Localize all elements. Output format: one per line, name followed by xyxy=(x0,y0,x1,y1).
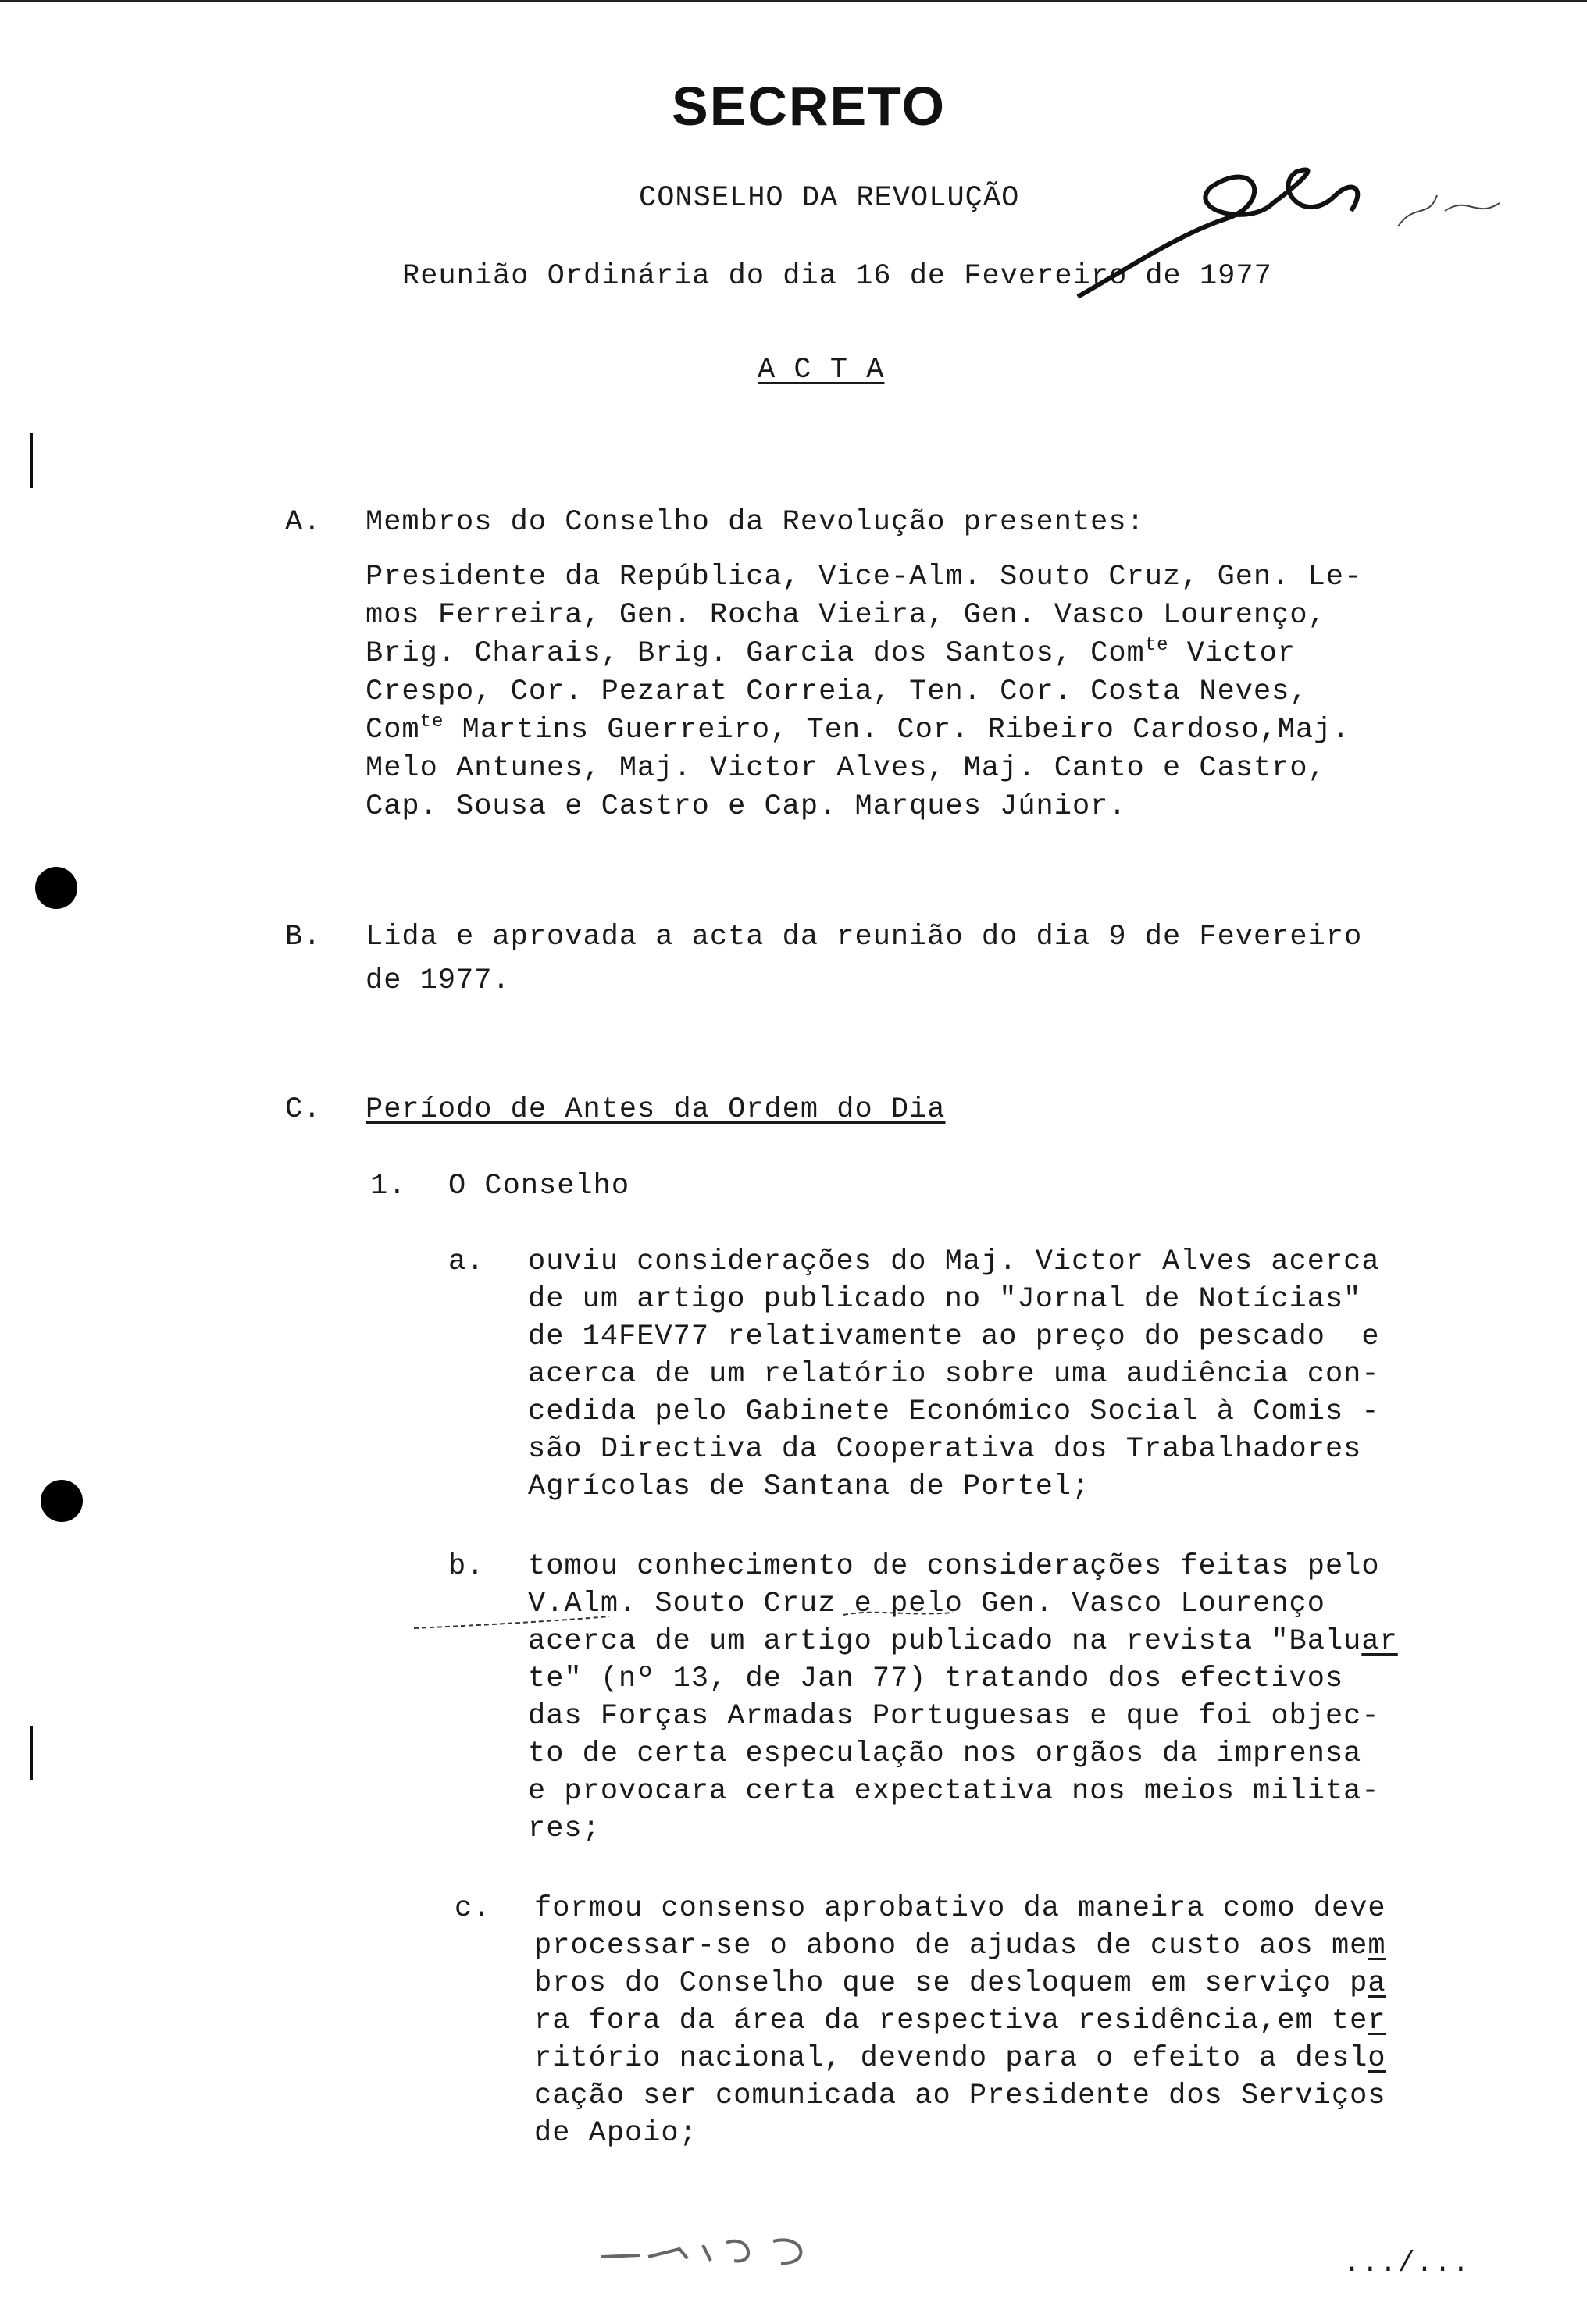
subitem-a-line: ouviu considerações do Maj. Victor Alves acerca xyxy=(528,1246,1380,1278)
subitem-b-line: das Forças Armadas Portuguesas e que foi objec- xyxy=(528,1700,1380,1733)
pencil-strike-mark xyxy=(406,1593,1000,1640)
council-title: CONSELHO DA REVOLUÇÃO xyxy=(639,182,1020,215)
section-b-line: de 1977. xyxy=(366,964,511,997)
subitem-b-line: V.Alm. Souto Cruz e pelo Gen. Vasco Lourenço xyxy=(528,1588,1325,1620)
punch-hole xyxy=(41,1480,83,1522)
subitem-a-letter: a. xyxy=(448,1246,485,1278)
section-c-heading: Período de Antes da Ordem do Dia xyxy=(366,1093,946,1126)
item-1-number: 1. xyxy=(370,1170,407,1203)
subitem-c-letter: c. xyxy=(455,1892,491,1925)
section-a-heading: Membros do Conselho da Revolução presentes: xyxy=(366,506,1145,539)
subitem-b-letter: b. xyxy=(448,1550,485,1583)
subitem-a-line: Agrícolas de Santana de Portel; xyxy=(528,1470,1090,1503)
subitem-b-line: te" (nº 13, de Jan 77) tratando dos efectivos xyxy=(528,1663,1344,1695)
subitem-c-line: ritório nacional, devendo para o efeito a deslo xyxy=(534,2042,1386,2075)
handwritten-signature xyxy=(1070,141,1507,312)
subitem-a-line: cedida pelo Gabinete Económico Social à Comis - xyxy=(528,1395,1380,1428)
section-a-letter: A. xyxy=(285,506,322,539)
members-line: Cap. Sousa e Castro e Cap. Marques Júnior. xyxy=(366,790,1127,823)
secret-stamp: SECRETO xyxy=(672,76,947,137)
members-line: mos Ferreira, Gen. Rocha Vieira, Gen. Vasco Lourenço, xyxy=(366,599,1326,632)
section-b-line: Lida e aprovada a acta da reunião do dia 9 de Fevereiro xyxy=(366,921,1363,953)
section-c-letter: C. xyxy=(285,1093,322,1126)
subitem-b-line: tomou conhecimento de considerações feitas pelo xyxy=(528,1550,1380,1583)
continuation-marker: .../... xyxy=(1343,2247,1471,2280)
faded-stamp-mark xyxy=(594,2226,843,2272)
subitem-b-line: to de certa especulação nos orgãos da imprensa xyxy=(528,1738,1362,1770)
top-border-line xyxy=(0,0,1587,2)
subitem-a-line: acerca de um relatório sobre uma audiência con- xyxy=(528,1358,1380,1391)
section-b-letter: B. xyxy=(285,921,322,953)
subitem-c-line: de Apoio; xyxy=(534,2117,697,2150)
members-line: Melo Antunes, Maj. Victor Alves, Maj. Canto e Castro, xyxy=(366,752,1326,785)
subitem-c-line: cação ser comunicada ao Presidente dos Serviços xyxy=(534,2080,1386,2112)
members-line: Crespo, Cor. Pezarat Correia, Ten. Cor. Costa Neves, xyxy=(366,675,1308,708)
subitem-b-line: acerca de um artigo publicado na revista "Baluar xyxy=(528,1625,1398,1658)
margin-mark xyxy=(30,433,33,488)
subitem-a-line: de 14FEV77 relativamente ao preço do pescado e xyxy=(528,1321,1380,1353)
members-line: Brig. Charais, Brig. Garcia dos Santos, Com$^{te}$ Victor xyxy=(366,635,1296,670)
subitem-b-line: e provocara certa expectativa nos meios milita- xyxy=(528,1775,1380,1808)
margin-mark xyxy=(30,1726,33,1780)
punch-hole xyxy=(35,867,77,909)
document-title: A C T A xyxy=(758,354,885,387)
meeting-date: Reunião Ordinária do dia 16 de Fevereiro de 1977 xyxy=(402,260,1272,293)
subitem-c-line: processar-se o abono de ajudas de custo aos mem xyxy=(534,1930,1386,1962)
item-1-text: O Conselho xyxy=(448,1170,630,1203)
members-line: Com$^{te}$ Martins Guerreiro, Ten. Cor. Ribeiro Cardoso,Maj. xyxy=(366,711,1350,747)
subitem-b-line: res; xyxy=(528,1813,601,1845)
subitem-c-line: bros do Conselho que se desloquem em serviço pa xyxy=(534,1967,1386,2000)
subitem-c-line: formou consenso aprobativo da maneira como deve xyxy=(534,1892,1386,1925)
subitem-c-line: ra fora da área da respectiva residência,em ter xyxy=(534,2005,1386,2037)
members-line: Presidente da República, Vice-Alm. Souto Cruz, Gen. Le- xyxy=(366,561,1363,593)
subitem-a-line: são Directiva da Cooperativa dos Trabalhadores xyxy=(528,1433,1362,1466)
subitem-a-line: de um artigo publicado no "Jornal de Notícias" xyxy=(528,1283,1362,1316)
